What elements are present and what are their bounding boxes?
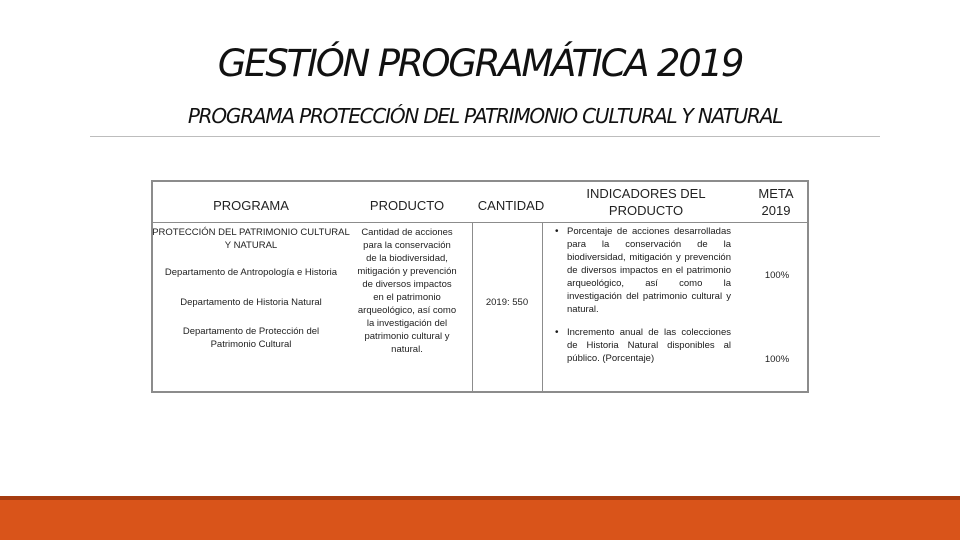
meta-value: 100%	[764, 270, 790, 281]
indicador-item	[555, 225, 731, 316]
header-meta	[744, 185, 808, 219]
header-programa: PROGRAMA	[213, 198, 289, 213]
indicador-text: Incremento anual de las colecciones de Historia Natural disponibles al público. (Porcentaje)	[567, 327, 731, 364]
programa-item: Departamento de Historia Natural	[180, 297, 322, 308]
footer-accent-line	[0, 496, 960, 500]
footer-bar	[0, 496, 960, 540]
slide-title: GESTIÓN PROGRAMÁTICA 2019	[217, 42, 743, 85]
cantidad-value: 2019: 550	[485, 297, 529, 308]
header-cantidad: CANTIDAD	[477, 198, 545, 213]
slide-subtitle: PROGRAMA PROTECCIÓN DEL PATRIMONIO CULTURAL Y NATURAL	[187, 104, 783, 128]
header-meta-line1: META	[758, 186, 794, 201]
bullet-icon: •	[555, 226, 559, 237]
header-divider	[153, 222, 807, 223]
producto-text: Cantidad de acciones para la conservación de la biodiversidad, mitigación y prevención de diversos impactos en el patrimonio arqueológico, así como la investigación del patrimonio cultural y natural.	[357, 227, 457, 355]
programa-item: Departamento de Protección del Patrimonio Cultural	[182, 326, 320, 350]
header-indicadores	[548, 185, 744, 219]
meta-value: 100%	[764, 354, 790, 365]
programa-item: Departamento de Antropología e Historia	[164, 267, 338, 278]
header-indicadores-line1: INDICADORES DEL	[586, 186, 706, 201]
programa-item: PROTECCIÓN DEL PATRIMONIO CULTURAL Y NATURAL	[152, 227, 350, 251]
indicador-item	[555, 326, 731, 365]
program-table	[151, 180, 809, 393]
title-divider	[90, 136, 880, 137]
header-producto: PRODUCTO	[369, 198, 445, 213]
indicador-text: Porcentaje de acciones desarrolladas para la conservación de la biodiversidad, mitigación y prevención de diversos impactos en el patrimonio arqueológico, así como la investigación del patrimonio cultural y natural.	[567, 226, 731, 315]
header-meta-line2: 2019	[761, 203, 791, 218]
bullet-icon: •	[555, 327, 559, 338]
header-indicadores-line2: PRODUCTO	[608, 203, 684, 218]
column-divider-right	[542, 222, 543, 391]
